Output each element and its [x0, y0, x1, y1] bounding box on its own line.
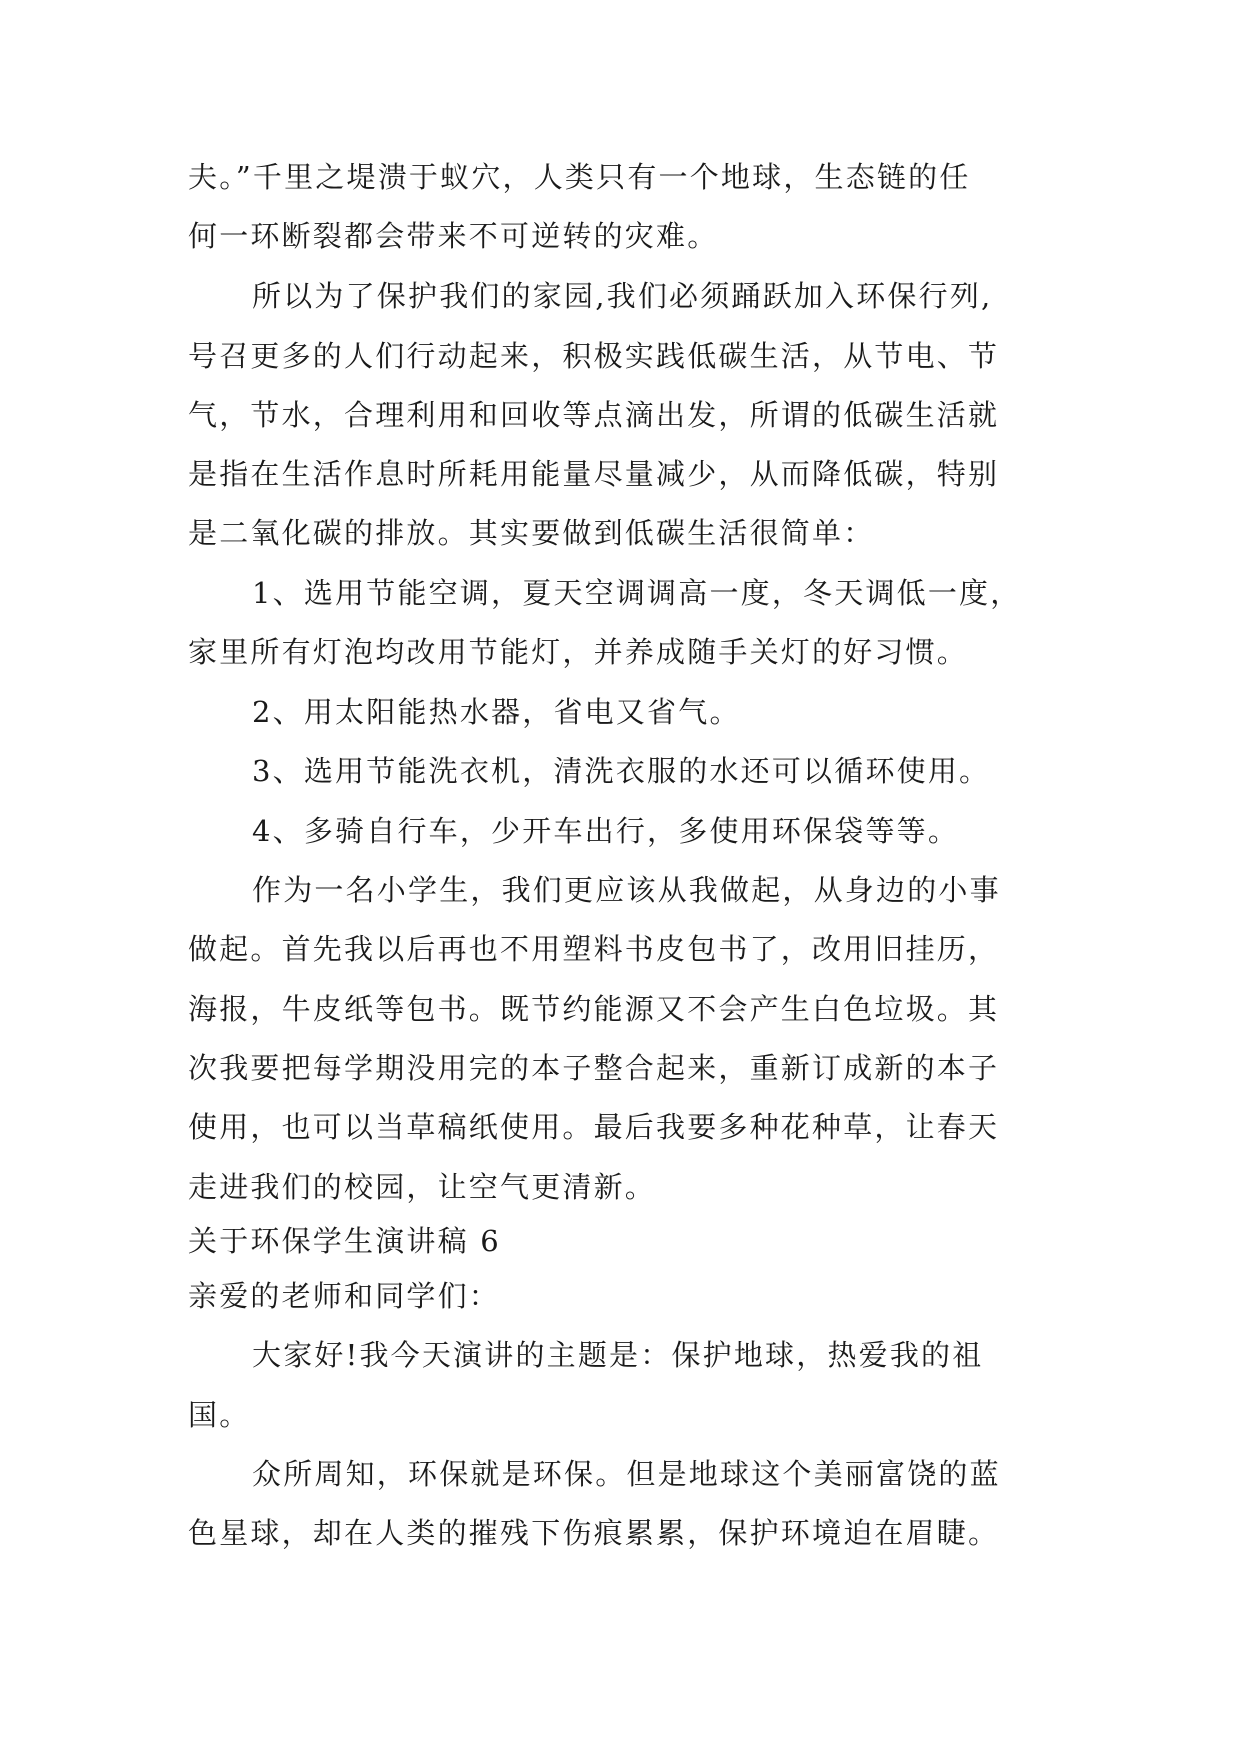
text-line: 号召更多的人们行动起来，积极实践低碳生活，从节电、节 — [188, 339, 1000, 373]
text-line: 夫。”千里之堤溃于蚁穴，人类只有一个地球，生态链的任 — [188, 160, 971, 194]
paragraph-first-line: 所以为了保护我们的家园,我们必须踊跃加入环保行列, — [252, 279, 993, 313]
section-heading: 关于环保学生演讲稿 6 — [188, 1224, 501, 1258]
text-line: 何一环断裂都会带来不可逆转的灾难。 — [188, 219, 719, 253]
text-line: 国。 — [188, 1398, 251, 1432]
text-line: 做起。首先我以后再也不用塑料书皮包书了，改用旧挂历， — [188, 932, 1000, 966]
salutation: 亲爱的老师和同学们： — [188, 1279, 501, 1313]
text-line: 是指在生活作息时所耗用能量尽量减少，从而降低碳，特别 — [188, 457, 1000, 491]
list-item-4: 4、多骑自行车，少开车出行，多使用环保袋等等。 — [252, 814, 960, 848]
text-line: 是二氧化碳的排放。其实要做到低碳生活很简单： — [188, 516, 875, 550]
text-line: 走进我们的校园，让空气更清新。 — [188, 1170, 657, 1204]
text-line: 次我要把每学期没用完的本子整合起来，重新订成新的本子 — [188, 1051, 1000, 1085]
text-line: 气，节水，合理利用和回收等点滴出发，所谓的低碳生活就 — [188, 398, 1000, 432]
paragraph-first-line: 大家好!我今天演讲的主题是：保护地球，热爱我的祖 — [252, 1338, 984, 1372]
text-line: 使用，也可以当草稿纸使用。最后我要多种花种草，让春天 — [188, 1110, 1000, 1144]
list-item-1: 1、选用节能空调，夏天空调调高一度，冬天调低一度， — [252, 576, 1022, 610]
paragraph-first-line: 众所周知，环保就是环保。但是地球这个美丽富饶的蓝 — [252, 1457, 1001, 1491]
text-line: 色星球，却在人类的摧残下伤痕累累，保护环境迫在眉睫。 — [188, 1516, 1000, 1550]
list-item-2: 2、用太阳能热水器，省电又省气。 — [252, 695, 741, 729]
list-item-3: 3、选用节能洗衣机，清洗衣服的水还可以循环使用。 — [252, 754, 991, 788]
text-line: 海报，牛皮纸等包书。既节约能源又不会产生白色垃圾。其 — [188, 992, 1000, 1026]
text-line: 家里所有灯泡均改用节能灯，并养成随手关灯的好习惯。 — [188, 635, 969, 669]
paragraph-first-line: 作为一名小学生，我们更应该从我做起，从身边的小事 — [252, 873, 1001, 907]
